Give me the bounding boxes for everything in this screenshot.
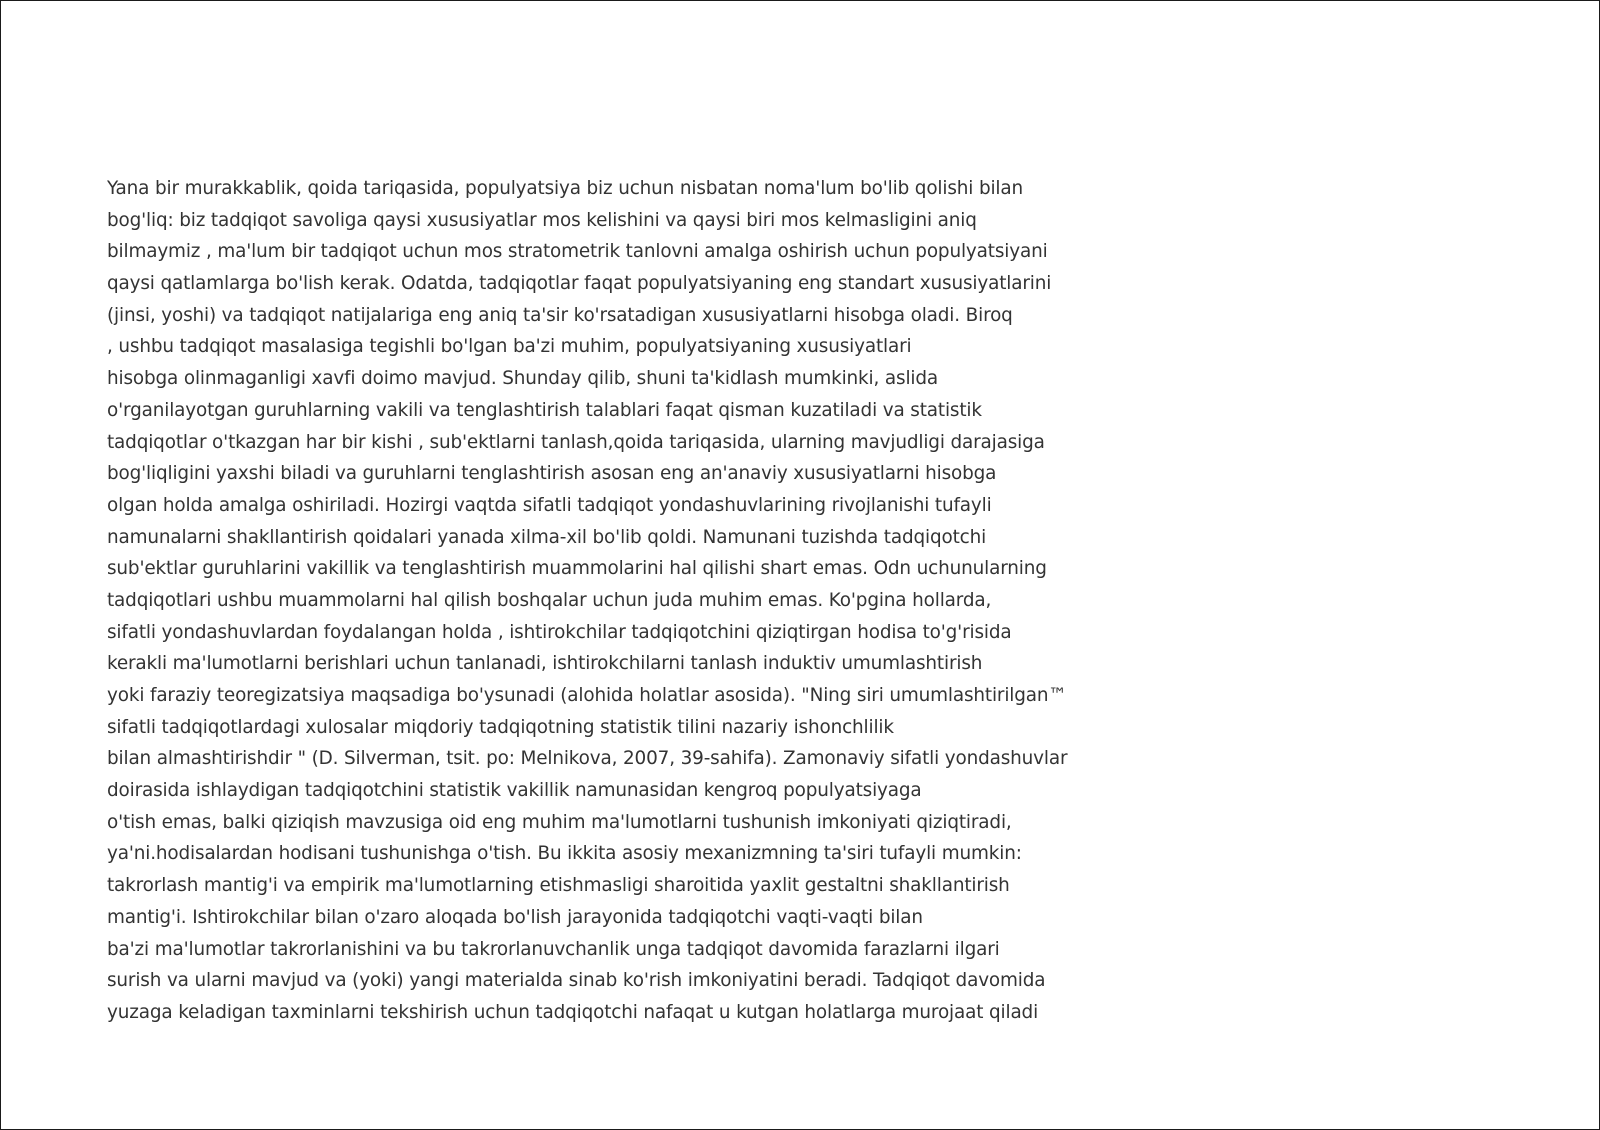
text-line: sifatli yondashuvlardan foydalangan holda , ishtirokchilar tadqiqotchini qiziqtirgan hodisa to'g'risida [107,621,1012,643]
text-line: tadqiqotlari ushbu muammolarni hal qilish boshqalar uchun juda muhim emas. Ko'pgina hollarda, [107,589,992,611]
body-paragraph [107,173,1227,1029]
text-line: ba'zi ma'lumotlar takrorlanishini va bu takrorlanuvchanlik unga tadqiqot davomida farazlarni ilgari [107,938,1000,960]
text-line: bog'liq: biz tadqiqot savoliga qaysi xususiyatlar mos kelishini va qaysi biri mos kelmasligini aniq [107,209,977,231]
text-line: (jinsi, yoshi) va tadqiqot natijalariga eng aniq ta'sir ko'rsatadigan xususiyatlarni hisobga oladi. Biroq [107,304,1013,326]
text-line: surish va ularni mavjud va (yoki) yangi materialda sinab ko'rish imkoniyatini beradi. Tadqiqot davomida [107,970,1046,992]
text-line: Yana bir murakkablik, qoida tariqasida, populyatsiya biz uchun nisbatan noma'lum bo'lib qolishi bilan [107,178,1024,199]
text-line: tadqiqotlar o'tkazgan har bir kishi , sub'ektlarni tanlash,qoida tariqasida, ularning mavjudligi darajasiga [107,431,1045,453]
text-line: yuzaga keladigan taxminlarni tekshirish uchun tadqiqotchi nafaqat u kutgan holatlarga murojaat qiladi [107,1001,1039,1023]
text-line: doirasida ishlaydigan tadqiqotchini statistik vakillik namunasidan kengroq populyatsiyaga [107,780,922,802]
text-line: , ushbu tadqiqot masalasiga tegishli bo'lgan ba'zi muhim, populyatsiyaning xususiyatlari [107,336,912,358]
text-line: olgan holda amalga oshiriladi. Hozirgi vaqtda sifatli tadqiqot yondashuvlarining rivojlanishi tufayli [107,494,992,516]
text-line: bilmaymiz , ma'lum bir tadqiqot uchun mos stratometrik tanlovni amalga oshirish uchun populyatsiyani [107,241,1048,263]
text-line: sifatli tadqiqotlardagi xulosalar miqdoriy tadqiqotning statistik tilini nazariy ishonchlilik [107,716,894,738]
text-line: sub'ektlar guruhlarini vakillik va tenglashtirish muammolarini hal qilishi shart emas. Odn uchunularning [107,558,1047,580]
text-line: hisobga olinmaganligi xavfi doimo mavjud. Shunday qilib, shuni ta'kidlash mumkinki, aslida [107,368,939,390]
text-line: namunalarni shakllantirish qoidalari yanada xilma-xil bo'lib qoldi. Namunani tuzishda tadqiqotchi [107,526,987,548]
text-line: qaysi qatlamlarga bo'lish kerak. Odatda, tadqiqotlar faqat populyatsiyaning eng standart xususiyatlarini [107,273,1052,295]
text-line: yoki faraziy teoregizatsiya maqsadiga bo'ysunadi (alohida holatlar asosida). "Ning siri umumlashtirilgan™ [107,685,1067,706]
text-line: bog'liqligini yaxshi biladi va guruhlarni tenglashtirish asosan eng an'anaviy xususiyatlarni hisobga [107,463,997,485]
text-line: kerakli ma'lumotlarni berishlari uchun tanlanadi, ishtirokchilarni tanlash induktiv umumlashtirish [107,653,983,675]
text-line: o'tish emas, balki qiziqish mavzusiga oid eng muhim ma'lumotlarni tushunish imkoniyati qiziqtiradi, [107,811,1012,833]
text-line: mantig'i. Ishtirokchilar bilan o'zaro aloqada bo'lish jarayonida tadqiqotchi vaqti-vaqti bilan [107,906,923,928]
text-line: o'rganilayotgan guruhlarning vakili va tenglashtirish talablari faqat qisman kuzatiladi va statistik [107,399,982,421]
text-line: ya'ni.hodisalardan hodisani tushunishga o'tish. Bu ikkita asosiy mexanizmning ta'siri tufayli mumkin: [107,843,1022,865]
text-line: takrorlash mantig'i va empirik ma'lumotlarning etishmasligi sharoitida yaxlit gestaltni shakllantirish [107,875,1010,897]
text-line: bilan almashtirishdir " (D. Silverman, tsit. po: Melnikova, 2007, 39-sahifa). Zamonaviy sifatli yondashuvlar [107,748,1068,770]
